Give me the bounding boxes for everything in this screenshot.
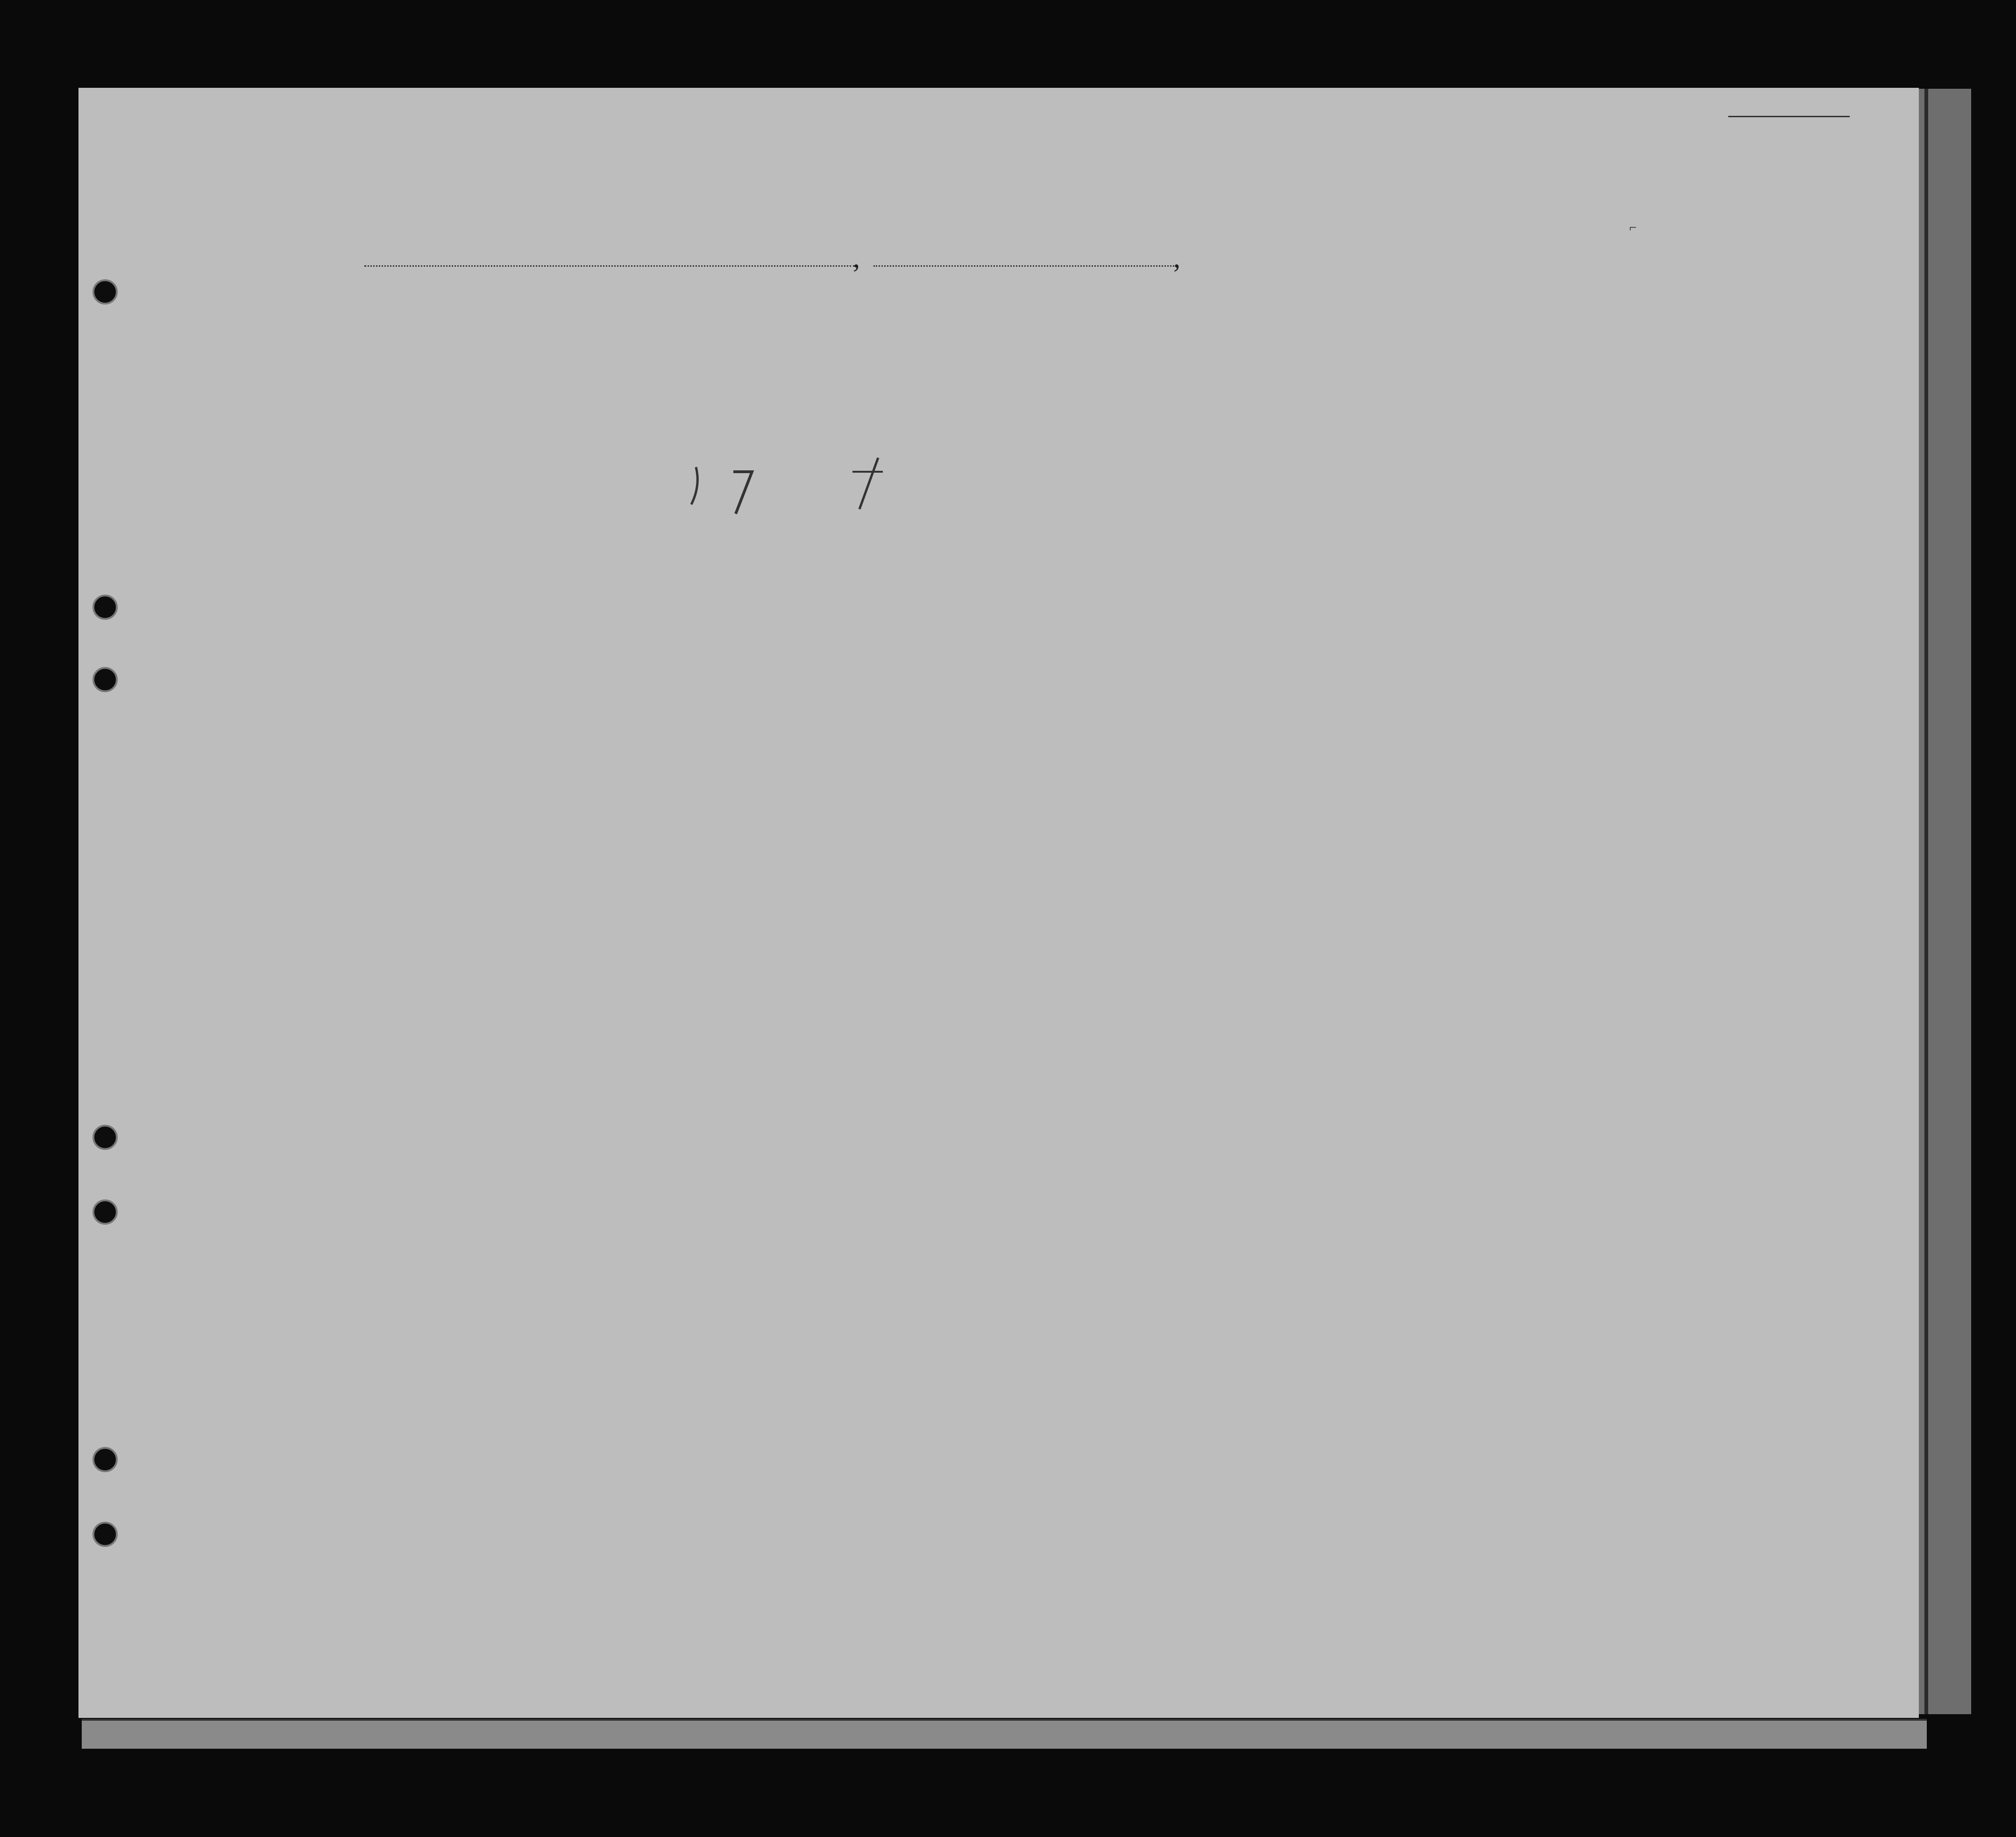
comma: , [853, 242, 860, 273]
tick-mark: ⌐ [1629, 220, 1637, 235]
col25-header [1265, 332, 1296, 448]
col33-feet [1593, 404, 1615, 446]
comma: , [1173, 242, 1180, 273]
port-underline [364, 265, 855, 267]
col24a-header [1121, 338, 1158, 448]
col19-header [592, 332, 616, 444]
col33-inches [1616, 404, 1639, 446]
col27-header [1323, 332, 1342, 448]
check-mark [682, 462, 775, 518]
col21-header [706, 332, 728, 444]
col30-header [1436, 332, 1474, 448]
list-number [1728, 116, 1850, 117]
col26-header [1299, 332, 1317, 448]
col24c-header [1233, 338, 1262, 448]
date-underline [873, 265, 1177, 267]
check-mark [850, 453, 887, 518]
col24b-header [1163, 338, 1200, 448]
col28-header [1345, 332, 1397, 448]
col29-header [1400, 332, 1432, 448]
